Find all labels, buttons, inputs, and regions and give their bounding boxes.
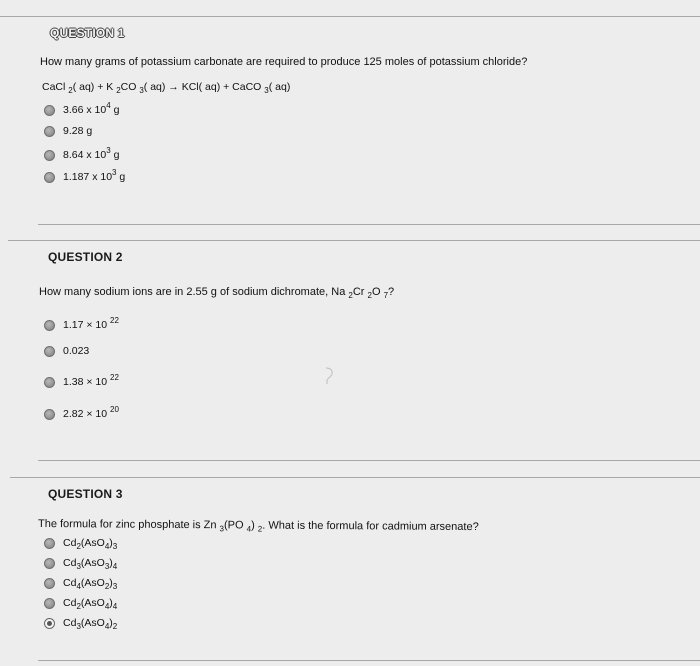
option-label: $Cd_2(AsO_4)_4$ — [63, 597, 118, 611]
q1-option-3[interactable] — [44, 146, 120, 161]
radio-button[interactable] — [44, 538, 55, 549]
q3-option-3[interactable] — [44, 577, 117, 589]
radio-button[interactable] — [44, 598, 55, 609]
radio-button[interactable] — [44, 578, 55, 589]
radio-button[interactable] — [44, 320, 55, 331]
mouse-cursor-icon — [318, 366, 336, 388]
question-2-text: How many sodium ions are in 2.55 g of sodium dichromate, Na $_2$Cr $_2$O $_7$? — [39, 286, 395, 300]
radio-button[interactable] — [44, 558, 55, 569]
question-3-text: The formula for zinc phosphate is Zn $_3$(PO $_4$) $_2$. What is the formula for cadmium arsenate? — [37, 518, 479, 534]
option-label: $Cd_2(AsO_4)_3$ — [63, 537, 118, 551]
q2-option-4[interactable] — [44, 405, 119, 420]
option-label: 1.17 × 10 $^{22}$ — [63, 316, 119, 331]
radio-button[interactable] — [44, 346, 55, 357]
q1-option-2[interactable] — [44, 125, 92, 137]
option-label: 0.023 — [63, 345, 90, 357]
divider — [8, 240, 700, 241]
radio-button-selected[interactable] — [44, 618, 55, 629]
divider — [38, 660, 700, 661]
q3-option-4[interactable] — [44, 597, 117, 609]
radio-button[interactable] — [44, 377, 55, 388]
top-divider — [0, 16, 700, 17]
q3-option-1[interactable] — [44, 537, 117, 549]
option-label: 8.64 x $10^3$ g — [63, 146, 120, 161]
question-2-title: QUESTION 2 — [48, 250, 123, 264]
option-label: $Cd_3(AsO_3)_4$ — [63, 557, 118, 571]
radio-button[interactable] — [44, 105, 55, 116]
option-label: 1.187 x $10^3$ g — [63, 168, 126, 183]
option-label: 3.66 x $10^4$ g — [63, 101, 120, 116]
question-1-title: QUESTION 1 — [50, 26, 125, 40]
option-label: $Cd_4(AsO_2)_3$ — [63, 577, 118, 591]
radio-button[interactable] — [44, 126, 55, 137]
q3-option-2[interactable] — [44, 557, 117, 569]
q1-option-4[interactable] — [44, 168, 126, 183]
option-label: 1.38 × 10 $^{22}$ — [63, 373, 119, 388]
q3-option-5[interactable] — [44, 617, 117, 629]
question-1-equation: CaCl $_2$( aq) + K $_2$CO $_3$( aq) → KCl( aq) + CaCO $_3$( aq) — [42, 81, 291, 95]
divider — [10, 477, 700, 478]
question-3-title: QUESTION 3 — [48, 487, 123, 501]
q2-option-3[interactable] — [44, 373, 119, 388]
q2-option-2[interactable] — [44, 345, 89, 357]
radio-button[interactable] — [44, 409, 55, 420]
radio-button[interactable] — [44, 150, 55, 161]
option-label: 9.28 g — [63, 125, 93, 137]
q2-option-1[interactable] — [44, 316, 119, 331]
q1-option-1[interactable] — [44, 101, 120, 116]
divider — [38, 460, 700, 461]
divider — [38, 224, 700, 225]
question-1-text: How many grams of potassium carbonate are required to produce 125 moles of potassium chloride? — [40, 56, 528, 68]
option-label: $Cd_3(AsO_4)_2$ — [63, 617, 118, 631]
radio-button[interactable] — [44, 172, 55, 183]
option-label: 2.82 × 10 $^{20}$ — [63, 405, 119, 420]
